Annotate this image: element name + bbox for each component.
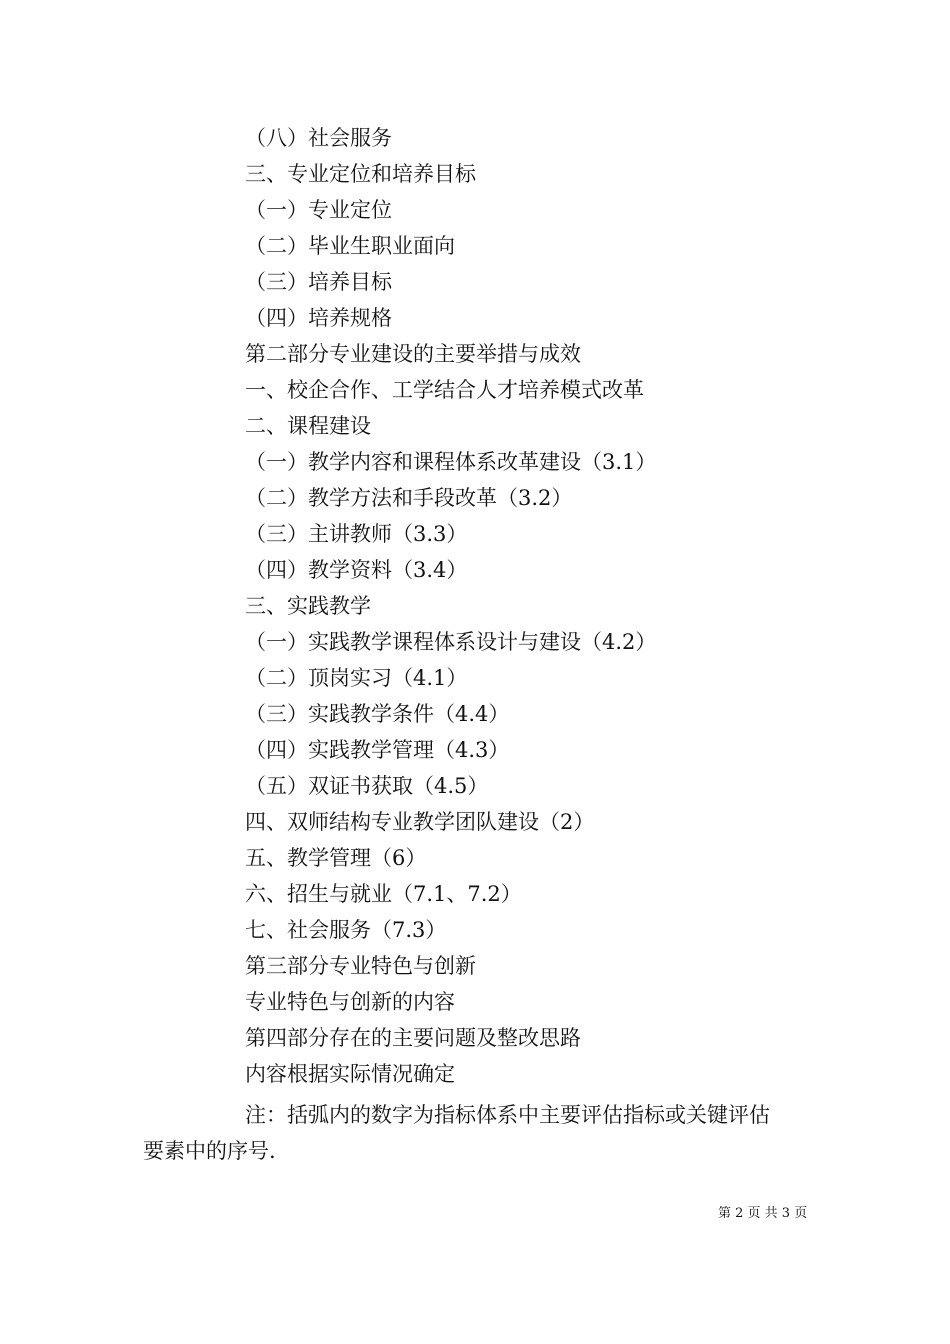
outline-line: （三）培养目标 — [245, 270, 392, 294]
outline-line: （三）实践教学条件（4.4） — [245, 702, 510, 726]
outline-line: （二）顶岗实习（4.1） — [245, 666, 468, 690]
outline-line: （四）教学资料（3.4） — [245, 558, 468, 582]
footnote-line-2: 要素中的序号. — [143, 1139, 276, 1163]
page-number: 第 2 页 共 3 页 — [718, 1206, 808, 1221]
outline-line: （二）教学方法和手段改革（3.2） — [245, 486, 573, 510]
outline-line: （一）教学内容和课程体系改革建设（3.1） — [245, 450, 657, 474]
outline-line: 二、课程建设 — [245, 414, 371, 438]
outline-line: （二）毕业生职业面向 — [245, 234, 455, 258]
outline-line: 内容根据实际情况确定 — [245, 1062, 455, 1086]
outline-line: 第二部分专业建设的主要举措与成效 — [245, 342, 581, 366]
outline-line: 四、双师结构专业教学团队建设（2） — [245, 810, 595, 834]
outline-line: （一）专业定位 — [245, 198, 392, 222]
outline-line: （五）双证书获取（4.5） — [245, 774, 489, 798]
outline-line: 一、校企合作、工学结合人才培养模式改革 — [245, 378, 644, 402]
outline-line: （四）实践教学管理（4.3） — [245, 738, 510, 762]
outline-line: （一）实践教学课程体系设计与建设（4.2） — [245, 630, 657, 654]
outline-list — [245, 120, 825, 1092]
outline-line: 第三部分专业特色与创新 — [245, 954, 476, 978]
footnote-paragraph — [143, 1097, 823, 1169]
outline-line: 第四部分存在的主要问题及整改思路 — [245, 1026, 581, 1050]
outline-line: 六、招生与就业（7.1、7.2） — [245, 882, 522, 906]
outline-line: （三）主讲教师（3.3） — [245, 522, 468, 546]
outline-line: （四）培养规格 — [245, 306, 392, 330]
outline-line: 三、实践教学 — [245, 594, 371, 618]
footnote-line-1: 注：括弧内的数字为指标体系中主要评估指标或关键评估 — [245, 1103, 770, 1127]
outline-line: 三、专业定位和培养目标 — [245, 162, 476, 186]
outline-line: 五、教学管理（6） — [245, 846, 427, 870]
outline-line: 七、社会服务（7.3） — [245, 918, 447, 942]
outline-line: （八）社会服务 — [245, 126, 392, 150]
outline-line: 专业特色与创新的内容 — [245, 990, 455, 1014]
